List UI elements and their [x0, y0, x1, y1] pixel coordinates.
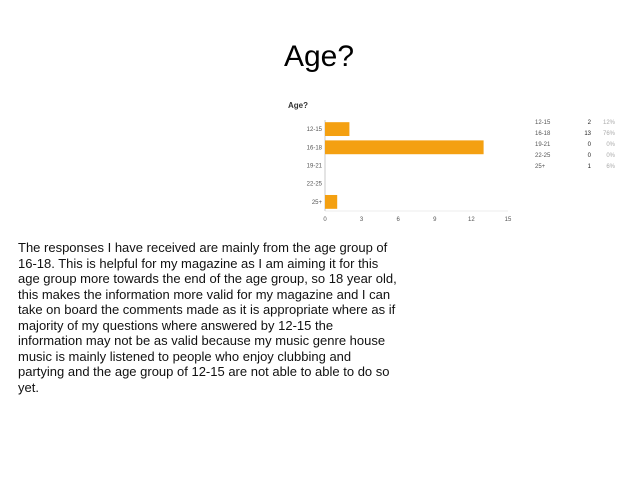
summary-count: 2 — [587, 119, 591, 126]
summary-count: 13 — [584, 130, 591, 137]
y-tick-label: 16-18 — [306, 145, 322, 152]
summary-table — [535, 117, 617, 173]
summary-percent: 6% — [606, 164, 615, 171]
summary-row — [535, 128, 617, 139]
summary-count: 1 — [587, 164, 591, 171]
x-tick-label: 3 — [359, 217, 364, 223]
summary-category: 16-18 — [535, 130, 551, 137]
bar-12-15 — [325, 122, 349, 136]
y-tick-label: 12-15 — [306, 127, 322, 134]
summary-category: 19-21 — [535, 141, 551, 148]
y-tick-label: 25+ — [311, 199, 322, 206]
summary-row — [535, 151, 617, 162]
body-paragraph: The responses I have received are mainly from the age group of 16-18. This is helpful for my magazine as I am aiming it for this age group more towards the end of the age group, so 18 year old, this makes the information more valid for my magazine and I can take on board the comments made as it is appropriate where as if majority of my questions where answered by 12-15 the information may not be as valid because my music genre house music is mainly listened to people who enjoy clubbing and partying and the age group of 12-15 are not able to able to do so yet. — [18, 240, 397, 395]
bar-16-18 — [325, 140, 484, 154]
y-tick-label: 19-21 — [306, 163, 322, 170]
summary-percent: 0% — [606, 141, 615, 148]
summary-count: 0 — [587, 141, 591, 148]
x-tick-label: 12 — [468, 217, 475, 223]
summary-percent: 0% — [606, 153, 615, 160]
summary-row — [535, 139, 617, 150]
age-bar-chart — [283, 98, 523, 228]
x-tick-label: 6 — [396, 217, 400, 223]
bar-25+ — [325, 195, 337, 209]
x-tick-label: 0 — [323, 217, 327, 223]
chart-title: Age? — [288, 101, 308, 110]
y-tick-label: 22-25 — [306, 181, 322, 188]
x-tick-label: 9 — [433, 217, 437, 223]
summary-count: 0 — [587, 153, 591, 160]
slide-title: Age? — [283, 40, 355, 73]
summary-row — [535, 117, 617, 128]
summary-category: 25+ — [535, 164, 546, 171]
summary-percent: 12% — [602, 119, 615, 126]
summary-percent: 76% — [602, 130, 615, 137]
chart-svg — [283, 98, 523, 228]
summary-category: 22-25 — [535, 153, 551, 160]
x-tick-label: 15 — [504, 217, 512, 223]
summary-row — [535, 162, 617, 173]
summary-category: 12-15 — [535, 119, 551, 126]
